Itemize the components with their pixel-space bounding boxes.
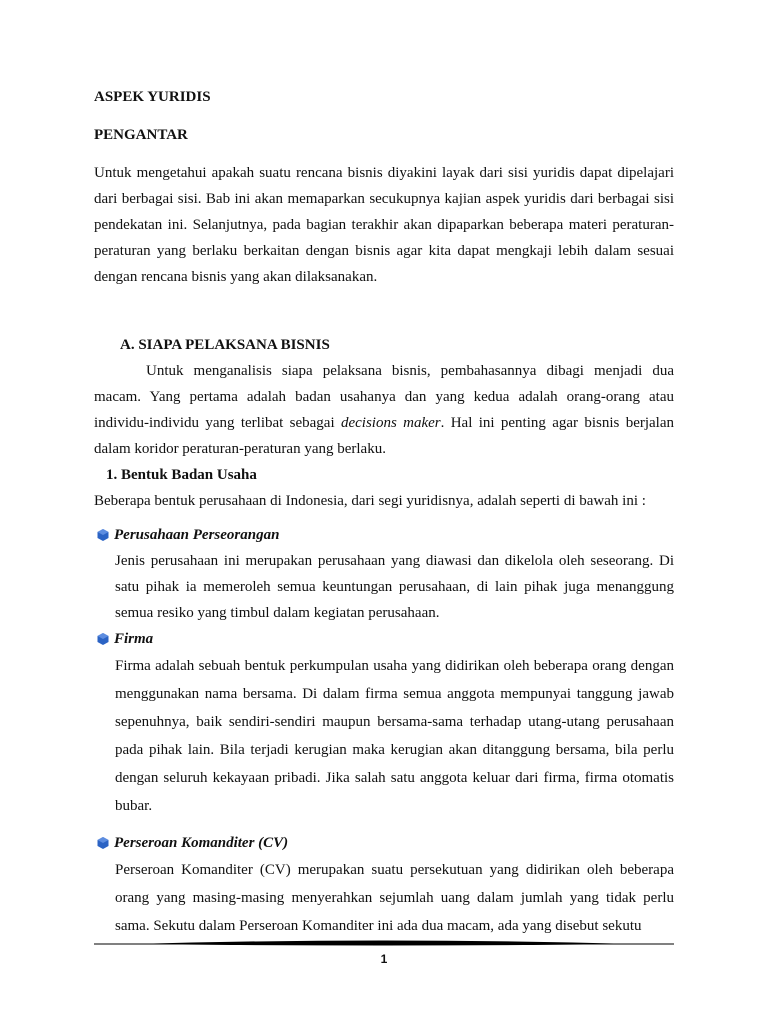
page-number: 1 xyxy=(380,952,388,966)
bullet-item xyxy=(94,626,674,820)
subsection-1-title: 1. Bentuk Badan Usaha xyxy=(106,467,257,483)
hexagon-bullet-icon xyxy=(96,528,110,542)
intro-paragraph: Untuk mengetahui apakah suatu rencana bisnis diyakini layak dari sisi yuridis dapat dipelajari dari berbagai sisi. Bab ini akan memaparkan secukupnya kajian aspek yuridis dari berbagai sisi pendekatan ini. Selanjutnya, pada bagian terakhir akan dipaparkan beberapa materi peraturan-peraturan yang berlaku berkaitan dengan bisnis agar kita dapat mengkaji lebih dalam sesuai dengan rencana bisnis yang akan dilaksanakan. xyxy=(94,165,674,285)
document-page xyxy=(94,84,674,940)
subsection-1-intro: Beberapa bentuk perusahaan di Indonesia, dari segi yuridisnya, adalah seperti di bawah ini : xyxy=(94,493,646,509)
bullet-title: Perseroan Komanditer (CV) xyxy=(114,835,289,851)
spacer xyxy=(94,290,674,332)
bullet-text: Perseroan Komanditer (CV) merupakan suatu persekutuan yang didirikan oleh beberapa orang yang masing-masing menyerahkan sejumlah uang dalam jumlah yang tidak perlu sama. Sekutu dalam Perseroan Komanditer ini ada dua macam, ada yang disebut sekutu xyxy=(115,862,674,934)
bullet-title-row xyxy=(94,522,674,548)
bullet-title: Firma xyxy=(114,631,154,647)
bullet-item xyxy=(94,522,674,626)
bullet-title: Perusahaan Perseorangan xyxy=(114,527,280,543)
bullet-title-row xyxy=(94,626,674,652)
section-a-text-after: . Hal ini penting agar bisnis berjalan dalam koridor peraturan-peraturan yang berlaku. xyxy=(94,415,675,457)
bullet-text: Jenis perusahaan ini merupakan perusahaan yang diawasi dan dikelola oleh seseorang. Di satu pihak ia memeroleh semua keuntungan perusahaan, di lain pihak juga menanggung semua resiko yang timbul dalam kegiatan perusahaan. xyxy=(115,553,674,621)
hexagon-bullet-icon xyxy=(96,836,110,850)
section-a-title: A. SIAPA PELAKSANA BISNIS xyxy=(120,337,330,353)
section-a-text-italic: decisions maker xyxy=(340,415,441,431)
document-title: ASPEK YURIDIS xyxy=(94,89,211,105)
intro-heading: PENGANTAR xyxy=(94,127,188,143)
section-a-paragraph xyxy=(94,358,674,462)
hexagon-bullet-icon xyxy=(96,632,110,646)
bullet-text: Firma adalah sebuah bentuk perkumpulan usaha yang didirikan oleh beberapa orang dengan menggunakan nama bersama. Di dalam firma semua anggota mempunyai tanggung jawab sepenuhnya, baik sendiri-sendiri maupun bersama-sama terhadap utang-utang perusahaan pada pihak lain. Bila terjadi kerugian maka kerugian akan ditanggung bersama, bila perlu dengan seluruh kekayaan pribadi. Jika salah satu anggota keluar dari firma, firma otomatis bubar. xyxy=(115,658,674,814)
bullet-item xyxy=(94,830,674,940)
section-a-text-before: Untuk menganalisis siapa pelaksana bisnis, pembahasannya dibagi menjadi dua macam. Yang pertama adalah badan usahanya dan yang kedua adalah orang-orang atau individu-individu yang terlibat sebagai xyxy=(94,363,674,431)
bullet-title-row xyxy=(94,830,674,856)
